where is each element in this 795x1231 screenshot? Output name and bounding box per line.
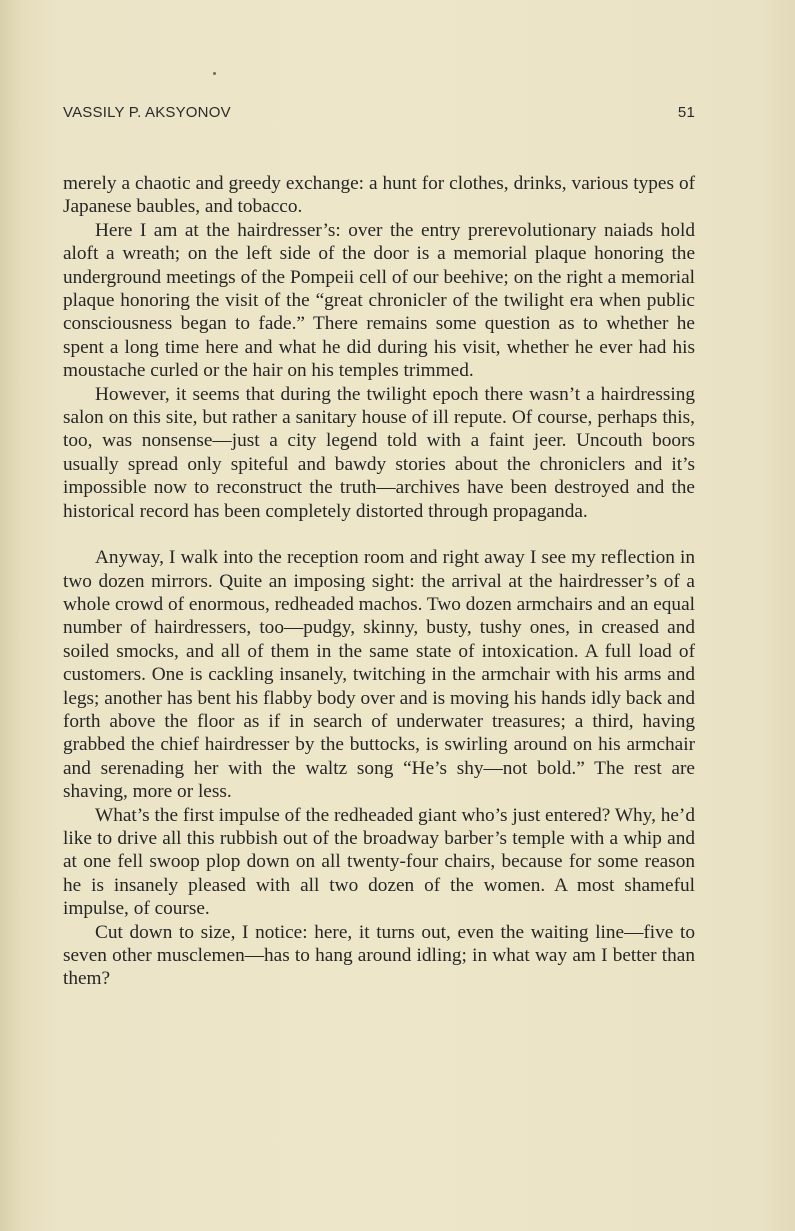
- body-text: [63, 172, 695, 991]
- paragraph: However, it seems that during the twilight epoch there wasn’t a hairdressing salon on this site, but rather a sanitary house of ill repute. Of course, perhaps this, too, was nonsense—just a city legend told with a faint jeer. Uncouth boors usually spread only spiteful and bawdy stories about the chroniclers and it’s impossible now to reconstruct the truth—archives have been destroyed and the historical record has been completely distorted through propaganda.: [63, 383, 695, 522]
- running-head: [63, 104, 695, 124]
- paragraph: Anyway, I walk into the reception room and right away I see my reflection in two dozen mirrors. Quite an imposing sight: the arrival at the hairdresser’s of a whole crowd of enormous, redheaded machos. Two dozen armchairs and an equal number of hairdressers, too—pudgy, skinny, busty, tushy ones, in creased and soiled smocks, and all of them in the same state of intoxication. A full load of customers. One is cackling insanely, twitching in the armchair with his arms and legs; another has bent his flabby body over and is moving his hands idly back and forth above the floor as if in search of underwater treasures; a third, having grabbed the chief hairdresser by the buttocks, is swirling around on his armchair and serenading her with the waltz song “He’s shy—not bold.” The rest are shaving, more or less.: [63, 547, 695, 803]
- ink-speck: [213, 72, 216, 75]
- paragraph: Here I am at the hairdresser’s: over the entry prerevolutionary naiads hold aloft a wreath; on the left side of the door is a memorial plaque honoring the underground meetings of the Pompeii cell of our beehive; on the right a memorial plaque honoring the visit of the “great chronicler of the twilight era when public consciousness began to fade.” There remains some question as to whether he spent a long time here and what he did during his visit, whether he ever had his moustache curled or the hair on his temples trimmed.: [63, 219, 695, 382]
- paragraph: Cut down to size, I notice: here, it turns out, even the waiting line—five to seven other musclemen—has to hang around idling; in what way am I better than them?: [63, 921, 695, 990]
- paragraph: What’s the first impulse of the redheaded giant who’s just entered? Why, he’d like to drive all this rubbish out of the broadway barber’s temple with a whip and at one fell swoop plop down on all twenty-four chairs, because for some reason he is insanely pleased with all two dozen of the women. A most shameful impulse, of course.: [63, 804, 695, 920]
- paragraph-continuation: merely a chaotic and greedy exchange: a hunt for clothes, drinks, various types of Japanese baubles, and tobacco.: [63, 173, 695, 218]
- running-head-author: VASSILY P. AKSYONOV: [63, 104, 231, 121]
- page-number: 51: [677, 104, 695, 121]
